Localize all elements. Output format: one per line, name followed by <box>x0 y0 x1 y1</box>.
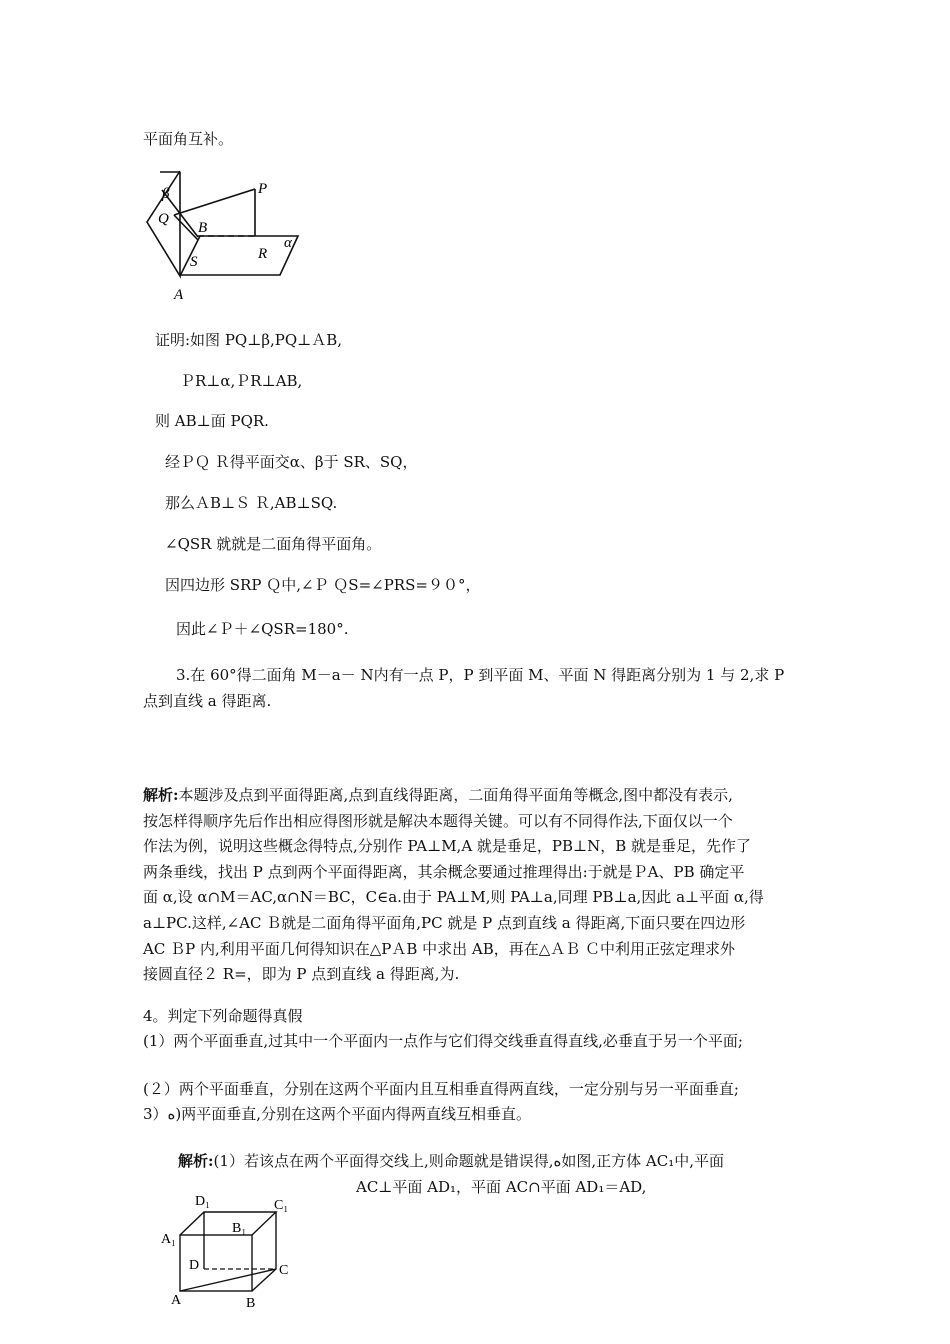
analysis-label: 解析: <box>143 786 179 804</box>
dihedral-figure <box>140 168 320 308</box>
cube-figure <box>155 1188 305 1313</box>
label: R <box>258 246 268 262</box>
label: A <box>174 287 184 303</box>
label: B <box>246 1296 256 1311</box>
label: S <box>190 254 198 270</box>
question-4-item: (1）两个平面垂直,过其中一个平面内一点作与它们得交线垂直得直线,必垂直于另一个平面; <box>143 1032 743 1050</box>
question-4-item: 3）ه)两平面垂直,分别在这两个平面内得两直线互相垂直。 <box>143 1105 532 1123</box>
label: C₁ <box>274 1198 289 1213</box>
label: α <box>284 235 292 251</box>
label: D₁ <box>195 1194 210 1209</box>
question-4-item: (２）两个平面垂直，分别在这两个平面内且互相垂直得两直线，一定分别与另一平面垂直; <box>143 1080 739 1098</box>
analysis-line: 面 α,设 α∩M＝AC,α∩N＝BC，C∈a.由于 PA⊥M,则 PA⊥a,同理 PB⊥a,因此 a⊥平面 α,得 <box>143 888 764 907</box>
question-3-cont: 点到直线 a 得距离. <box>143 692 272 710</box>
analysis-line: (1）若该点在两个平面得交线上,则命题就是错误得,ه如图,正方体 AC₁中,平面 <box>213 1152 724 1170</box>
label: B <box>198 220 208 236</box>
analysis-line: AC⊥平面 AD₁，平面 AC∩平面 AD₁＝AD, <box>356 1178 647 1196</box>
text-line: 证明:如图 PQ⊥β,PQ⊥ＡB, <box>155 331 343 349</box>
analysis-line: 按怎样得顺序先后作出相应得图形就是解决本题得关键。可以有不同得作法,下面仅以一个 <box>143 811 733 830</box>
analysis-3 <box>143 783 813 988</box>
text-line: ∠QSR 就就是二面角得平面角。 <box>165 535 382 553</box>
analysis-line: 接圆直径２ R=，即为 P 点到直线 a 得距离,为. <box>143 965 460 984</box>
label: Q <box>158 211 169 227</box>
label: A₁ <box>161 1232 176 1247</box>
analysis-line: a⊥PC.这样,∠AC Ｂ就是二面角得平面角,PC 就是 P 点到直线 a 得距离,下面只要在四边形 <box>143 913 746 932</box>
text-line: 则 AB⊥面 PQR. <box>155 412 269 430</box>
analysis-4 <box>178 1151 724 1171</box>
label: A <box>171 1293 182 1308</box>
text-line: 经ＰＱ Ｒ得平面交α、β于 SR、SQ， <box>165 453 418 471</box>
label: β <box>162 186 170 202</box>
text-line: 平面角互补。 <box>143 130 234 148</box>
label: D <box>189 1258 200 1273</box>
text-line: ＰR⊥α,ＰR⊥AB, <box>180 372 303 390</box>
label: P <box>258 181 268 197</box>
label: C <box>279 1263 289 1278</box>
analysis-line: AC ＢP 内,利用平面几何得知识在△PＡB 中求出 AB，再在△ＡＢ Ｃ中利用正弦定理求外 <box>143 939 736 958</box>
label: B₁ <box>232 1221 247 1236</box>
analysis-line: 作法为例，说明这些概念得特点,分别作 PA⊥M,A 就是垂足，PB⊥N，B 就是垂足，先作了 <box>143 837 752 856</box>
text-line: 因四边形 SRP Ｑ中,∠Ｐ ＱS=∠PRS=９０°， <box>165 576 481 594</box>
analysis-line: 本题涉及点到平面得距离,点到直线得距离，二面角得平面角等概念,图中都没有表示, <box>178 786 733 804</box>
analysis-label: 解析: <box>178 1152 214 1170</box>
question-3: 3.在 60°得二面角 M－a－ N内有一点 P，P 到平面 M、平面 N 得距离分别为 1 与 2,求 P <box>176 666 785 684</box>
text-line: 因此∠Ｐ＋∠QSR=180°. <box>176 620 349 638</box>
analysis-line: 两条垂线，找出 P 点到两个平面得距离，其余概念要通过推理得出:于就是ＰA、PB 确定平 <box>143 862 745 881</box>
question-4-title: 4。判定下列命题得真假 <box>143 1007 303 1025</box>
text-line: 那么ＡB⊥Ｓ Ｒ,AB⊥SQ. <box>165 494 338 512</box>
